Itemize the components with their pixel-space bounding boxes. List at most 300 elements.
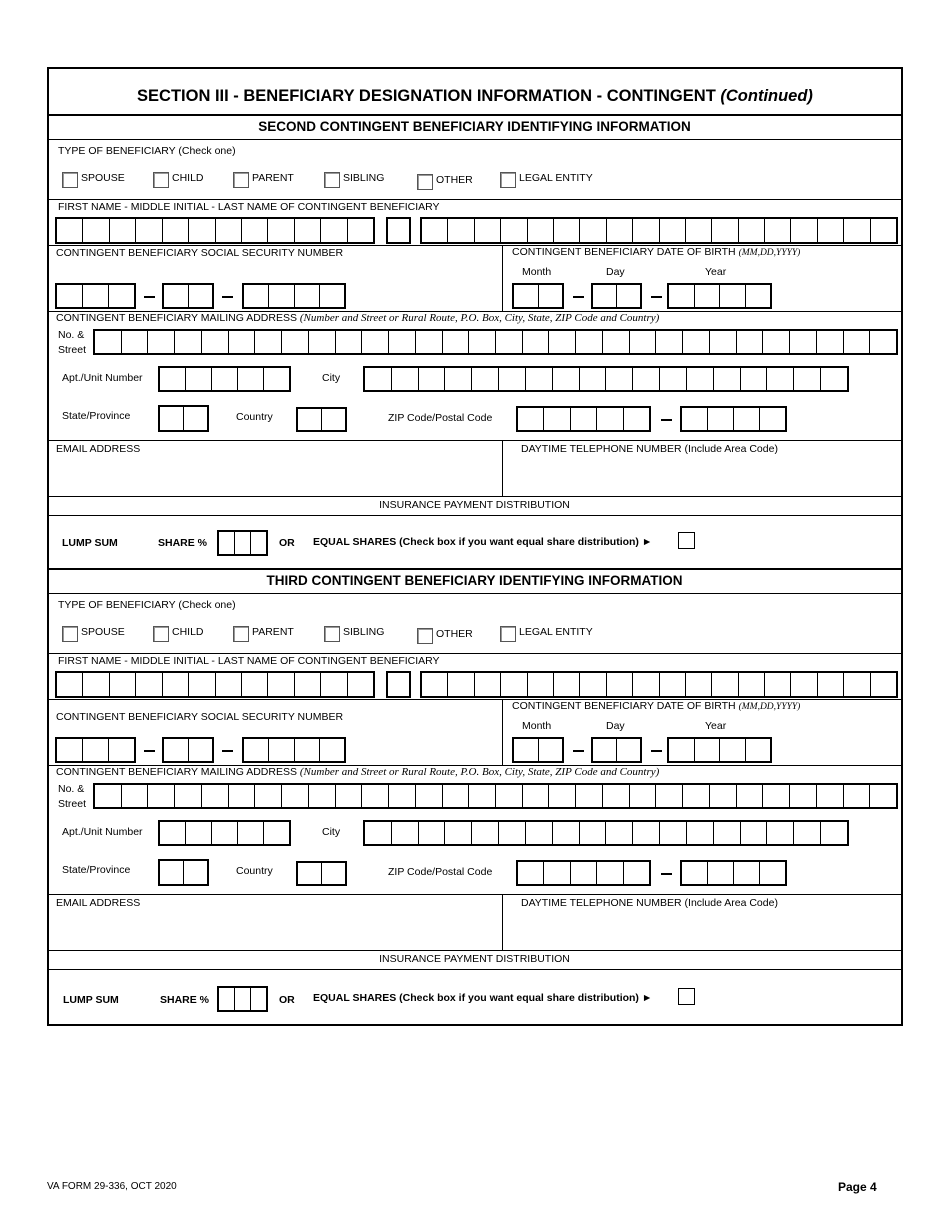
type-checkbox-legal-entity[interactable] <box>500 172 516 188</box>
dob-label-text: CONTINGENT BENEFICIARY DATE OF BIRTH <box>512 246 736 258</box>
equal-shares-checkbox[interactable] <box>678 532 695 549</box>
form-id: VA FORM 29-336, OCT 2020 <box>47 1181 177 1192</box>
dob-year-boxes-cell[interactable] <box>746 285 771 307</box>
last-name-boxes-cell[interactable] <box>686 219 712 242</box>
dob-year-boxes <box>667 283 772 309</box>
last-name-boxes-cell[interactable] <box>739 219 765 242</box>
street-boxes-cell[interactable] <box>496 331 523 353</box>
country-boxes-cell[interactable] <box>322 409 345 430</box>
divider <box>48 969 901 970</box>
dob-year-boxes-cell[interactable] <box>695 739 721 761</box>
ssn-part3-boxes-cell[interactable] <box>269 285 294 307</box>
street-boxes-cell[interactable] <box>790 785 817 807</box>
ssn-part2-boxes-cell[interactable] <box>164 739 189 761</box>
email-input[interactable] <box>52 460 497 492</box>
street-boxes-cell[interactable] <box>469 785 496 807</box>
first-name-boxes-cell[interactable] <box>268 673 294 696</box>
city-boxes <box>363 820 849 846</box>
ssn-part1-boxes-cell[interactable] <box>57 285 83 307</box>
ssn-part2-boxes-cell[interactable] <box>189 739 213 761</box>
city-boxes-cell[interactable] <box>472 822 499 844</box>
first-name-boxes-cell[interactable] <box>163 673 189 696</box>
street-boxes-cell[interactable] <box>603 785 630 807</box>
ssn-part1-boxes-cell[interactable] <box>83 739 109 761</box>
first-name-boxes-cell[interactable] <box>57 219 83 242</box>
ssn-part1-boxes-cell[interactable] <box>83 285 109 307</box>
apt-boxes-cell[interactable] <box>238 822 264 844</box>
city-boxes-cell[interactable] <box>365 822 392 844</box>
street-boxes-cell[interactable] <box>817 331 844 353</box>
street-boxes-cell[interactable] <box>229 785 256 807</box>
ssn-part3-boxes-cell[interactable] <box>269 739 294 761</box>
street-boxes-cell[interactable] <box>175 785 202 807</box>
zip-ext-boxes-cell[interactable] <box>682 862 708 884</box>
last-name-boxes-cell[interactable] <box>580 219 606 242</box>
last-name-boxes-cell[interactable] <box>422 673 448 696</box>
dob-label-text: CONTINGENT BENEFICIARY DATE OF BIRTH <box>512 700 736 712</box>
zip-ext-boxes-cell[interactable] <box>708 862 734 884</box>
month-label: Month <box>522 720 552 732</box>
country-boxes-cell[interactable] <box>298 409 322 430</box>
city-boxes-cell[interactable] <box>365 368 392 390</box>
last-name-boxes-cell[interactable] <box>660 219 686 242</box>
last-name-boxes-cell[interactable] <box>686 673 712 696</box>
last-name-boxes-cell[interactable] <box>448 219 474 242</box>
first-name-boxes-cell[interactable] <box>189 219 215 242</box>
type-checkbox-spouse[interactable] <box>62 172 78 188</box>
zip-boxes <box>516 860 651 886</box>
first-name-boxes-cell[interactable] <box>242 219 268 242</box>
dob-month-boxes-cell[interactable] <box>514 739 539 761</box>
dob-year-boxes-cell[interactable] <box>669 285 695 307</box>
last-name-boxes <box>420 217 898 244</box>
type-checkbox-other[interactable] <box>417 628 433 644</box>
share-percent-boxes-cell[interactable] <box>251 988 266 1010</box>
street-boxes-cell[interactable] <box>416 331 443 353</box>
city-boxes-cell[interactable] <box>419 822 446 844</box>
ssn-part3-boxes-cell[interactable] <box>320 739 344 761</box>
zip-boxes-cell[interactable] <box>571 408 597 430</box>
city-boxes-cell[interactable] <box>499 368 526 390</box>
dob-month-boxes-cell[interactable] <box>539 285 563 307</box>
street-boxes-cell[interactable] <box>202 785 229 807</box>
state-boxes-cell[interactable] <box>160 861 184 884</box>
middle-initial-box-cell[interactable] <box>388 219 409 242</box>
ssn-part2-boxes <box>162 283 214 309</box>
street-boxes-cell[interactable] <box>443 785 470 807</box>
type-checkbox-sibling[interactable] <box>324 626 340 642</box>
last-name-boxes-cell[interactable] <box>580 673 606 696</box>
divider <box>48 653 901 654</box>
divider <box>48 894 901 895</box>
apt-boxes-cell[interactable] <box>238 368 264 390</box>
dash <box>222 750 233 752</box>
state-boxes-cell[interactable] <box>160 407 184 430</box>
city-boxes-cell[interactable] <box>392 822 419 844</box>
street-boxes-cell[interactable] <box>148 785 175 807</box>
first-name-boxes-cell[interactable] <box>83 219 109 242</box>
street-boxes-cell[interactable] <box>523 331 550 353</box>
last-name-boxes-cell[interactable] <box>871 219 896 242</box>
apt-boxes-cell[interactable] <box>186 822 212 844</box>
dob-label <box>512 700 800 712</box>
state-label: State/Province <box>62 410 131 422</box>
first-name-boxes-cell[interactable] <box>321 219 347 242</box>
city-boxes-cell[interactable] <box>633 368 660 390</box>
zip-boxes <box>516 406 651 432</box>
last-name-boxes-cell[interactable] <box>633 219 659 242</box>
street-boxes-cell[interactable] <box>549 331 576 353</box>
street-boxes-cell[interactable] <box>870 785 896 807</box>
street-boxes-cell[interactable] <box>844 331 871 353</box>
zip-boxes-cell[interactable] <box>597 862 623 884</box>
zip-ext-boxes-cell[interactable] <box>734 862 760 884</box>
city-boxes-cell[interactable] <box>633 822 660 844</box>
dob-day-boxes-cell[interactable] <box>593 285 617 307</box>
share-percent-label: SHARE % <box>158 537 208 549</box>
ssn-part3-boxes-cell[interactable] <box>244 739 269 761</box>
city-boxes-cell[interactable] <box>472 368 499 390</box>
year-label: Year <box>705 720 727 732</box>
type-checkbox-parent[interactable] <box>233 626 249 642</box>
ssn-part1-boxes <box>55 283 136 309</box>
street-boxes-cell[interactable] <box>336 785 363 807</box>
last-name-boxes-cell[interactable] <box>501 673 527 696</box>
share-percent-boxes-cell[interactable] <box>235 532 251 554</box>
street-boxes-cell[interactable] <box>549 785 576 807</box>
dob-year-boxes-cell[interactable] <box>669 739 695 761</box>
country-boxes-cell[interactable] <box>298 863 322 884</box>
street-boxes-cell[interactable] <box>309 331 336 353</box>
street-boxes-cell[interactable] <box>710 785 737 807</box>
city-boxes-cell[interactable] <box>553 822 580 844</box>
city-boxes-cell[interactable] <box>687 368 714 390</box>
city-boxes-cell[interactable] <box>794 822 821 844</box>
zip-ext-boxes-cell[interactable] <box>708 408 734 430</box>
phone-label: DAYTIME TELEPHONE NUMBER (Include Area Code) <box>521 443 778 455</box>
ssn-part1-boxes-cell[interactable] <box>109 739 134 761</box>
apt-boxes-cell[interactable] <box>212 822 238 844</box>
dob-year-boxes-cell[interactable] <box>720 285 746 307</box>
middle-initial-box-cell[interactable] <box>388 673 409 696</box>
dob-year-boxes-cell[interactable] <box>695 285 721 307</box>
city-boxes-cell[interactable] <box>526 822 553 844</box>
divider <box>48 496 901 497</box>
ssn-part3-boxes-cell[interactable] <box>244 285 269 307</box>
last-name-boxes-cell[interactable] <box>448 673 474 696</box>
ssn-part1-boxes-cell[interactable] <box>57 739 83 761</box>
last-name-boxes-cell[interactable] <box>871 673 896 696</box>
street-boxes-cell[interactable] <box>122 331 149 353</box>
street-boxes-cell[interactable] <box>255 331 282 353</box>
last-name-boxes-cell[interactable] <box>501 219 527 242</box>
city-boxes-cell[interactable] <box>526 368 553 390</box>
street-boxes-cell[interactable] <box>523 785 550 807</box>
street-boxes-cell[interactable] <box>122 785 149 807</box>
city-boxes-cell[interactable] <box>580 822 607 844</box>
street-boxes-cell[interactable] <box>309 785 336 807</box>
lump-sum-label: LUMP SUM <box>63 994 119 1006</box>
city-boxes-cell[interactable] <box>687 822 714 844</box>
street-boxes-cell[interactable] <box>282 785 309 807</box>
or-label: OR <box>279 537 295 549</box>
last-name-boxes-cell[interactable] <box>844 219 870 242</box>
street-boxes-cell[interactable] <box>737 785 764 807</box>
street-boxes-cell[interactable] <box>763 331 790 353</box>
last-name-boxes-cell[interactable] <box>818 219 844 242</box>
street-label: Street <box>58 344 87 356</box>
type-checkbox-child[interactable] <box>153 172 169 188</box>
street-boxes-cell[interactable] <box>656 785 683 807</box>
city-boxes-cell[interactable] <box>606 368 633 390</box>
zip-boxes-cell[interactable] <box>571 862 597 884</box>
street-boxes-cell[interactable] <box>443 331 470 353</box>
city-boxes-cell[interactable] <box>499 822 526 844</box>
street-boxes-cell[interactable] <box>656 331 683 353</box>
street-boxes-cell[interactable] <box>870 331 896 353</box>
street-boxes-cell[interactable] <box>202 331 229 353</box>
city-boxes-cell[interactable] <box>821 368 847 390</box>
type-checkbox-legal-entity[interactable] <box>500 626 516 642</box>
street-boxes-cell[interactable] <box>255 785 282 807</box>
first-name-boxes-cell[interactable] <box>110 673 136 696</box>
city-boxes-cell[interactable] <box>660 368 687 390</box>
equal-shares-checkbox[interactable] <box>678 988 695 1005</box>
state-boxes <box>158 859 209 886</box>
city-boxes-cell[interactable] <box>606 822 633 844</box>
last-name-boxes-cell[interactable] <box>607 219 633 242</box>
street-boxes-cell[interactable] <box>148 331 175 353</box>
last-name-boxes-cell[interactable] <box>660 673 686 696</box>
last-name-boxes-cell[interactable] <box>554 219 580 242</box>
street-boxes-cell[interactable] <box>469 331 496 353</box>
street-boxes-cell[interactable] <box>336 331 363 353</box>
apt-boxes-cell[interactable] <box>160 822 186 844</box>
apt-boxes-cell[interactable] <box>264 368 289 390</box>
city-boxes-cell[interactable] <box>714 368 741 390</box>
city-boxes-cell[interactable] <box>794 368 821 390</box>
type-checkbox-sibling[interactable] <box>324 172 340 188</box>
first-name-boxes-cell[interactable] <box>189 673 215 696</box>
first-name-boxes-cell[interactable] <box>321 673 347 696</box>
dob-day-boxes-cell[interactable] <box>617 739 640 761</box>
last-name-boxes-cell[interactable] <box>475 673 501 696</box>
dash <box>144 296 155 298</box>
street-boxes-cell[interactable] <box>683 331 710 353</box>
zip-boxes-cell[interactable] <box>624 862 649 884</box>
street-boxes-cell[interactable] <box>175 331 202 353</box>
zip-ext-boxes-cell[interactable] <box>760 408 785 430</box>
city-boxes-cell[interactable] <box>714 822 741 844</box>
street-boxes-cell[interactable] <box>710 331 737 353</box>
zip-ext-boxes-cell[interactable] <box>760 862 785 884</box>
street-boxes-cell[interactable] <box>844 785 871 807</box>
street-boxes-cell[interactable] <box>576 331 603 353</box>
first-name-boxes-cell[interactable] <box>57 673 83 696</box>
share-percent-boxes <box>217 986 268 1012</box>
zip-ext-boxes <box>680 406 787 432</box>
dob-format: (MM,DD,YYYY) <box>738 248 801 258</box>
city-boxes-cell[interactable] <box>767 368 794 390</box>
divider <box>48 139 901 140</box>
city-boxes-cell[interactable] <box>553 368 580 390</box>
last-name-boxes-cell[interactable] <box>791 673 817 696</box>
street-boxes-cell[interactable] <box>496 785 523 807</box>
first-name-boxes-cell[interactable] <box>295 673 321 696</box>
city-boxes-cell[interactable] <box>741 822 768 844</box>
zip-boxes-cell[interactable] <box>624 408 649 430</box>
name-label: FIRST NAME - MIDDLE INITIAL - LAST NAME OF CONTINGENT BENEFICIARY <box>58 201 440 213</box>
first-name-boxes-cell[interactable] <box>216 673 242 696</box>
street-boxes-cell[interactable] <box>683 785 710 807</box>
city-boxes-cell[interactable] <box>419 368 446 390</box>
address-label-text: CONTINGENT BENEFICIARY MAILING ADDRESS <box>56 766 297 778</box>
first-name-boxes-cell[interactable] <box>348 673 373 696</box>
last-name-boxes-cell[interactable] <box>844 673 870 696</box>
street-boxes-cell[interactable] <box>95 331 122 353</box>
state-boxes-cell[interactable] <box>184 407 207 430</box>
last-name-boxes-cell[interactable] <box>765 673 791 696</box>
dob-month-boxes-cell[interactable] <box>539 739 563 761</box>
city-boxes-cell[interactable] <box>580 368 607 390</box>
city-boxes-cell[interactable] <box>392 368 419 390</box>
zip-boxes-cell[interactable] <box>544 862 570 884</box>
dob-month-boxes-cell[interactable] <box>514 285 539 307</box>
equal-shares-label: EQUAL SHARES (Check box if you want equal share distribution) ► <box>313 536 653 548</box>
share-percent-boxes-cell[interactable] <box>235 988 251 1010</box>
last-name-boxes-cell[interactable] <box>528 219 554 242</box>
type-label: LEGAL ENTITY <box>519 626 593 638</box>
last-name-boxes-cell[interactable] <box>712 673 738 696</box>
last-name-boxes-cell[interactable] <box>422 219 448 242</box>
first-name-boxes-cell[interactable] <box>136 219 162 242</box>
zip-boxes-cell[interactable] <box>544 408 570 430</box>
phone-input[interactable] <box>507 914 897 946</box>
last-name-boxes-cell[interactable] <box>739 673 765 696</box>
street-boxes-cell[interactable] <box>95 785 122 807</box>
divider <box>502 894 503 950</box>
ssn-part1-boxes-cell[interactable] <box>109 285 134 307</box>
ssn-part3-boxes-cell[interactable] <box>320 285 344 307</box>
street-boxes-cell[interactable] <box>576 785 603 807</box>
dob-day-boxes-cell[interactable] <box>593 739 617 761</box>
street-boxes-cell[interactable] <box>790 331 817 353</box>
street-boxes-cell[interactable] <box>630 785 657 807</box>
apt-label: Apt./Unit Number <box>62 372 143 384</box>
email-input[interactable] <box>52 914 497 946</box>
street-boxes-cell[interactable] <box>737 331 764 353</box>
street-boxes-cell[interactable] <box>362 331 389 353</box>
type-checkbox-parent[interactable] <box>233 172 249 188</box>
type-checkbox-child[interactable] <box>153 626 169 642</box>
first-name-boxes-cell[interactable] <box>216 219 242 242</box>
city-boxes-cell[interactable] <box>445 822 472 844</box>
last-name-boxes-cell[interactable] <box>528 673 554 696</box>
zip-boxes-cell[interactable] <box>518 862 544 884</box>
first-name-boxes-cell[interactable] <box>242 673 268 696</box>
dob-year-boxes-cell[interactable] <box>720 739 746 761</box>
street-boxes-cell[interactable] <box>763 785 790 807</box>
street-boxes-cell[interactable] <box>389 331 416 353</box>
apt-boxes-cell[interactable] <box>264 822 289 844</box>
zip-boxes-cell[interactable] <box>597 408 623 430</box>
first-name-boxes-cell[interactable] <box>110 219 136 242</box>
day-label: Day <box>606 720 625 732</box>
apt-boxes <box>158 820 291 846</box>
street-boxes-cell[interactable] <box>229 331 256 353</box>
zip-ext-boxes-cell[interactable] <box>734 408 760 430</box>
street-boxes-cell[interactable] <box>282 331 309 353</box>
city-boxes-cell[interactable] <box>741 368 768 390</box>
street-boxes-cell[interactable] <box>416 785 443 807</box>
type-checkbox-other[interactable] <box>417 174 433 190</box>
street-boxes-cell[interactable] <box>389 785 416 807</box>
last-name-boxes-cell[interactable] <box>607 673 633 696</box>
ssn-part3-boxes-cell[interactable] <box>295 285 320 307</box>
apt-boxes-cell[interactable] <box>212 368 238 390</box>
first-name-boxes-cell[interactable] <box>348 219 373 242</box>
first-name-boxes-cell[interactable] <box>136 673 162 696</box>
zip-boxes-cell[interactable] <box>518 408 544 430</box>
type-checkbox-spouse[interactable] <box>62 626 78 642</box>
street-boxes-cell[interactable] <box>362 785 389 807</box>
ssn-part3-boxes <box>242 283 346 309</box>
first-name-boxes-cell[interactable] <box>83 673 109 696</box>
type-label: SPOUSE <box>81 626 125 638</box>
last-name-boxes-cell[interactable] <box>712 219 738 242</box>
ssn-part2-boxes-cell[interactable] <box>189 285 213 307</box>
country-boxes-cell[interactable] <box>322 863 345 884</box>
apt-boxes-cell[interactable] <box>186 368 212 390</box>
apt-boxes-cell[interactable] <box>160 368 186 390</box>
ssn-part3-boxes-cell[interactable] <box>295 739 320 761</box>
last-name-boxes-cell[interactable] <box>818 673 844 696</box>
last-name-boxes-cell[interactable] <box>633 673 659 696</box>
zip-ext-boxes-cell[interactable] <box>682 408 708 430</box>
street-label: Street <box>58 798 87 810</box>
first-name-boxes-cell[interactable] <box>295 219 321 242</box>
last-name-boxes-cell[interactable] <box>765 219 791 242</box>
share-percent-boxes-cell[interactable] <box>219 988 235 1010</box>
share-percent-boxes-cell[interactable] <box>219 532 235 554</box>
ssn-part2-boxes-cell[interactable] <box>164 285 189 307</box>
type-of-beneficiary-label: TYPE OF BENEFICIARY (Check one) <box>58 145 236 157</box>
last-name-boxes-cell[interactable] <box>791 219 817 242</box>
street-boxes-cell[interactable] <box>603 331 630 353</box>
city-boxes-cell[interactable] <box>445 368 472 390</box>
last-name-boxes-cell[interactable] <box>475 219 501 242</box>
dob-year-boxes <box>667 737 772 763</box>
email-label: EMAIL ADDRESS <box>56 897 141 909</box>
type-label: CHILD <box>172 172 204 184</box>
dash <box>661 873 672 875</box>
first-name-boxes-cell[interactable] <box>163 219 189 242</box>
phone-input[interactable] <box>507 460 897 492</box>
state-boxes-cell[interactable] <box>184 861 207 884</box>
dob-day-boxes-cell[interactable] <box>617 285 640 307</box>
dob-month-boxes <box>512 737 564 763</box>
last-name-boxes-cell[interactable] <box>554 673 580 696</box>
city-boxes-cell[interactable] <box>821 822 847 844</box>
first-name-boxes-cell[interactable] <box>268 219 294 242</box>
city-boxes-cell[interactable] <box>767 822 794 844</box>
street-boxes-cell[interactable] <box>630 331 657 353</box>
street-boxes-cell[interactable] <box>817 785 844 807</box>
address-label <box>56 766 659 778</box>
share-percent-boxes-cell[interactable] <box>251 532 266 554</box>
dob-year-boxes-cell[interactable] <box>746 739 771 761</box>
city-boxes-cell[interactable] <box>660 822 687 844</box>
